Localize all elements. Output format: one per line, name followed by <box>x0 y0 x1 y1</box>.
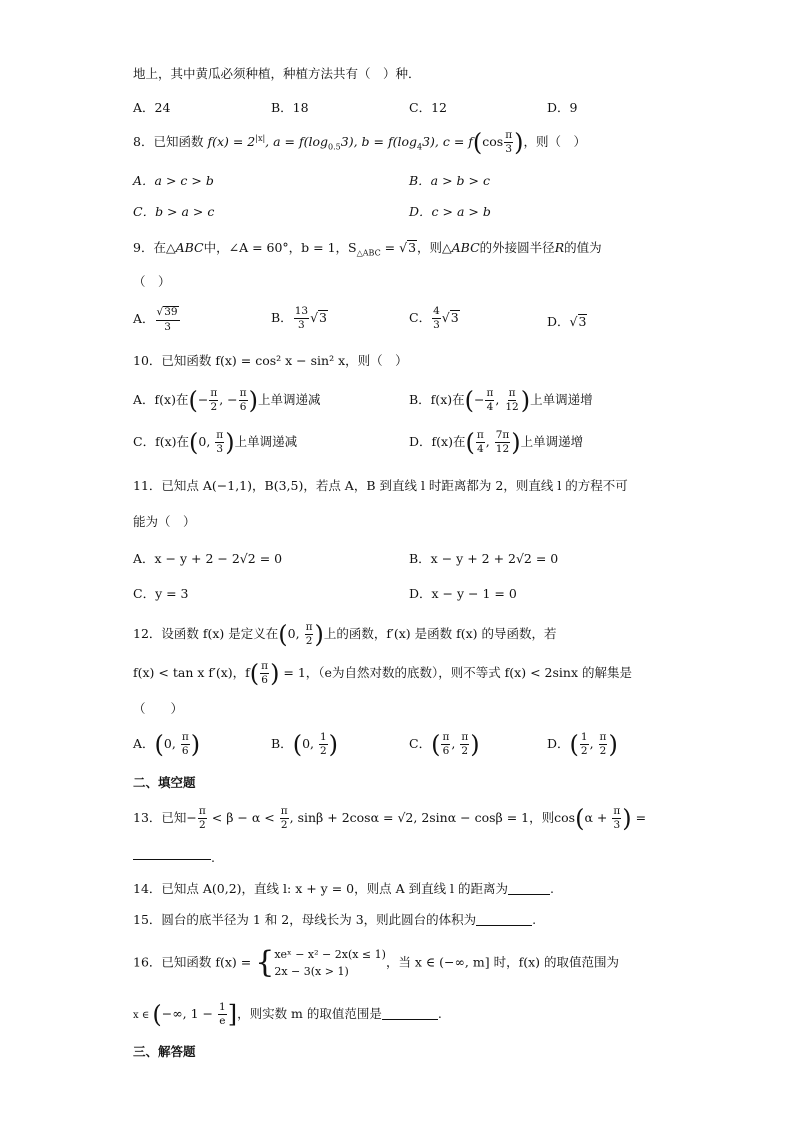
q11-option-b: B．x − y + 2 + 2√2 = 0 <box>409 551 559 566</box>
section-heading-answer: 三、解答题 <box>133 1044 196 1059</box>
q8-stem: 8．已知函数 $f(x) = 2^{|x|}$, $a = f(\log_{0.5}3)$, $b = f(\log_43)$, c = f(cos $\frac{\pi}{3}$ )，则（ ） <box>133 128 587 157</box>
q15-answer-blank[interactable] <box>476 913 532 926</box>
q9-option-c: C． $\frac{4}{3}$ √3 <box>409 305 459 332</box>
triangle-name-repeat: ABC <box>451 240 480 255</box>
q11-option-c: C．y = 3 <box>133 586 189 601</box>
q8-option-c: C．b > a > c <box>133 204 215 219</box>
q10-option-b: B．f(x)在(− $\frac{\pi}{4}$ , $\frac{\pi}{12}$ )上单调递增 <box>409 386 593 415</box>
q11-option-d: D．x − y − 1 = 0 <box>409 586 517 601</box>
q10-option-a: A．f(x)在(− $\frac{\pi}{2}$ , − $\frac{\pi}{6}$ )上单调递减 <box>133 386 321 415</box>
q8-option-b: B．a > b > c <box>409 173 490 188</box>
q9-option-a: A． $\frac{√39}{3}$ <box>133 306 178 333</box>
q14-answer-blank[interactable] <box>508 882 550 895</box>
q11-stem-line1: 11．已知点 A(−1,1)，B(3,5)，若点 A，B 到直线 l 时距离都为 2，则直线 l 的方程不可 <box>133 478 628 493</box>
q13-period: . <box>211 850 215 865</box>
q12-stem-line1: 12．设函数 f(x) 是定义在(0, $\frac{\pi}{2}$ )上的函数，f′(x) 是函数 f(x) 的导函数，若 <box>133 620 557 649</box>
q9-option-d: D．√3 <box>547 314 587 329</box>
q8-option-a: A．a > c > b <box>133 173 214 188</box>
q14-stem: 14．已知点 A(0,2)，直线 l: x + y = 0，则点 A 到直线 l 的距离为 . <box>133 881 555 896</box>
q10-stem: 10．已知函数 f(x) = cos² x − sin² x，则（ ） <box>133 353 408 368</box>
q12-paren: （ ） <box>133 701 184 716</box>
q11-option-a: A．x − y + 2 − 2√2 = 0 <box>133 551 283 566</box>
q9-option-b: B． $\frac{13}{3}$ √3 <box>271 305 327 332</box>
q7-tail-text: 地上，其中黄瓜必须种植，种植方法共有（ ）种． <box>133 66 421 81</box>
q12-option-a: A．(0, $\frac{\pi}{6}$ ) <box>133 730 201 759</box>
fraction-pi-over-3: $\frac{\pi}{3}$ <box>505 129 513 156</box>
section-heading-fill-in: 二、填空题 <box>133 775 196 790</box>
q13-answer-blank[interactable] <box>133 847 211 860</box>
q10-option-c: C．f(x)在(0, $\frac{\pi}{3}$ )上单调递减 <box>133 428 298 457</box>
q8-option-d: D．c > a > b <box>409 204 491 219</box>
q12-stem-line2: f(x) < tan x f′(x)，f( $\frac{\pi}{6}$ ) = 1，（e为自然对数的底数），则不等式 f(x) < 2sinx 的解集是 <box>133 659 632 688</box>
q12-option-b: B．(0, $\frac{1}{2}$ ) <box>271 730 339 759</box>
q11-stem-line2: 能为（ ） <box>133 514 196 529</box>
q13-stem: 13．已知− $\frac{\pi}{2}$ < β − α < $\frac{\pi}{2}$ , sinβ + 2cosα = √2, 2sinα − cosβ = 1，则cos(α + $\frac{\pi}{3}$ ) = <box>133 804 647 833</box>
q7-option-c: C．12 <box>409 100 447 115</box>
q10-option-d: D．f(x)在( $\frac{\pi}{4}$ , $\frac{7\pi}{12}$ )上单调递增 <box>409 428 584 457</box>
piecewise-function: { xeˣ − x² − 2x(x ≤ 1) 2x − 3(x > 1) <box>255 945 386 981</box>
q7-option-a: A．24 <box>133 100 171 115</box>
q16-answer-blank[interactable] <box>382 1007 438 1020</box>
q9-stem: 9．在△ABC中，∠A = 60°，b = 1，$S_{\triangle ABC} = √3$，则△ABC的外接圆半径R的值为 <box>133 240 602 258</box>
q7-option-d: D．9 <box>547 100 578 115</box>
q12-option-c: C．( $\frac{\pi}{6}$ , $\frac{\pi}{2}$ ) <box>409 730 480 759</box>
q12-option-d: D．( $\frac{1}{2}$ , $\frac{\pi}{2}$ ) <box>547 730 618 759</box>
q9-paren: （ ） <box>133 274 171 289</box>
q16-stem-line2: x ∈ (−∞, 1 − $\frac{1}{e}$ ]，则实数 m 的取值范围是 . <box>133 1000 442 1029</box>
q15-stem: 15．圆台的底半径为 1 和 2，母线长为 3，则此圆台的体积为 . <box>133 912 537 927</box>
q16-stem-line1: 16．已知函数 f(x) = { xeˣ − x² − 2x(x ≤ 1) 2x − 3(x > 1) ，当 x ∈ (−∞, m] 时，f(x) 的取值范围为 <box>133 945 619 981</box>
q7-option-b: B．18 <box>271 100 309 115</box>
